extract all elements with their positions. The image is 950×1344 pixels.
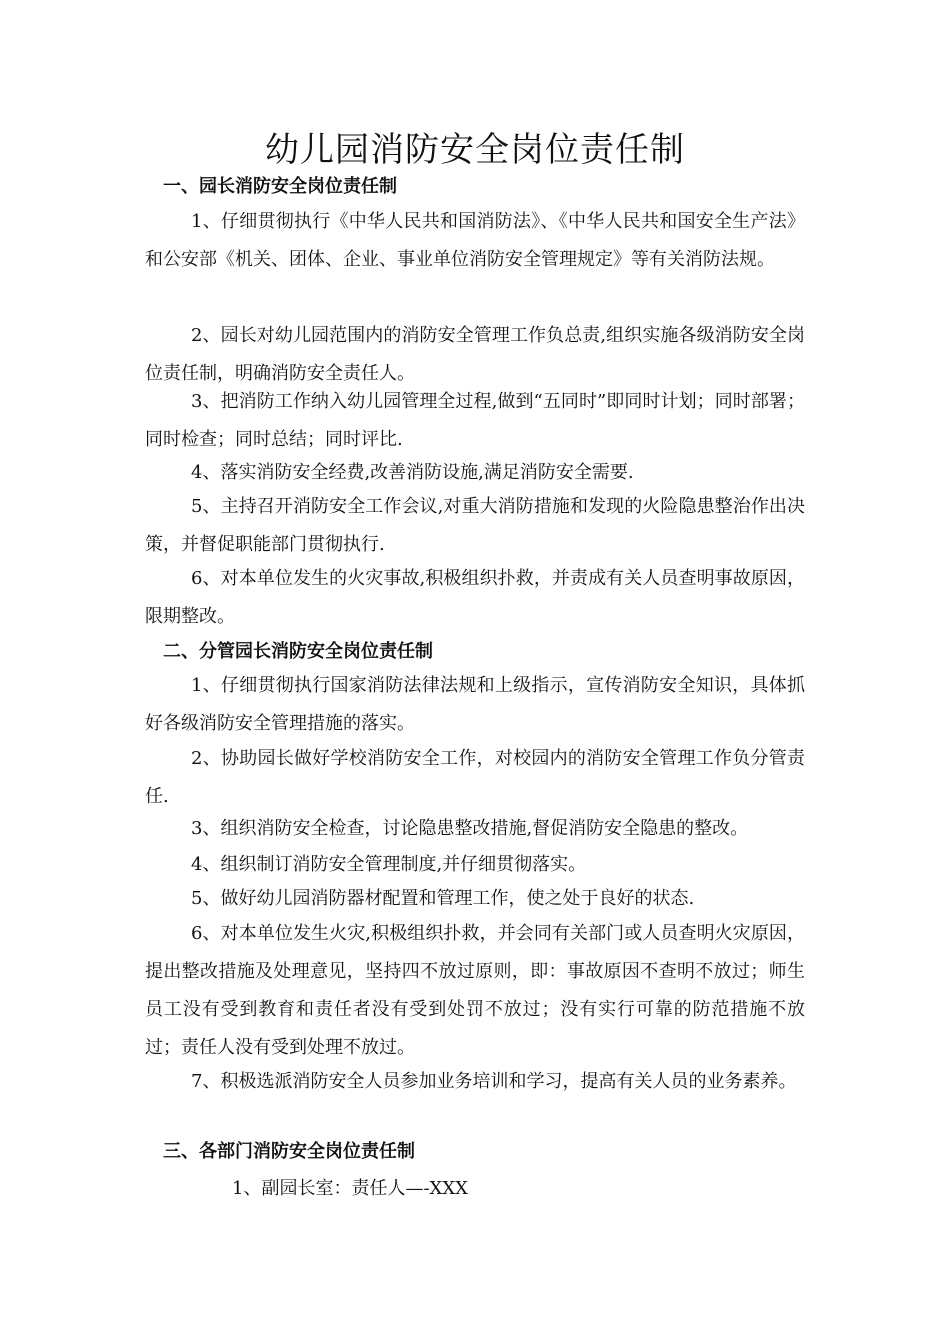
section-heading-1: 一、园长消防安全岗位责任制 (163, 176, 397, 197)
paragraph: 2、园长对幼儿园范围内的消防安全管理工作负总责,组织实施各级消防安全岗位责任制，明确消防安全责任人。 (145, 325, 805, 384)
paragraph: 1、仔细贯彻执行《中华人民共和国消防法》、《中华人民共和国安全生产法》和公安部《机关、团体、企业、事业单位消防安全管理规定》等有关消防法规。 (145, 211, 805, 270)
section-heading-3: 三、各部门消防安全岗位责任制 (163, 1141, 415, 1162)
section-heading-2: 二、分管园长消防安全岗位责任制 (163, 641, 433, 662)
document-title: 幼儿园消防安全岗位责任制 (265, 130, 685, 170)
list-item: 1、副园长室：责任人—-XXX (232, 1178, 468, 1199)
paragraph: 5、做好幼儿园消防器材配置和管理工作，使之处于良好的状态. (191, 888, 695, 909)
paragraph: 6、对本单位发生的火灾事故,积极组织扑救，并责成有关人员查明事故原因，限期整改。 (145, 568, 805, 627)
paragraph: 3、把消防工作纳入幼儿园管理全过程,做到“五同时”即同时计划；同时部署；同时检查；同时总结；同时评比. (145, 391, 805, 450)
paragraph: 2、协助园长做好学校消防安全工作，对校园内的消防安全管理工作负分管责任. (145, 748, 805, 807)
paragraph: 6、对本单位发生火灾,积极组织扑救，并会同有关部门或人员查明火灾原因，提出整改措施及处理意见，坚持四不放过原则，即：事故原因不查明不放过；师生员工没有受到教育和责任者没有受到处罚不放过；没有实行可靠的防范措施不放过；责任人没有受到处理不放过。 (145, 923, 805, 1058)
paragraph: 7、积极选派消防安全人员参加业务培训和学习，提高有关人员的业务素养。 (191, 1071, 797, 1092)
paragraph: 1、仔细贯彻执行国家消防法律法规和上级指示，宣传消防安全知识，具体抓好各级消防安全管理措施的落实。 (145, 675, 805, 734)
paragraph: 3、组织消防安全检查，讨论隐患整改措施,督促消防安全隐患的整改。 (191, 818, 749, 839)
paragraph: 4、落实消防安全经费,改善消防设施,满足消防安全需要. (191, 462, 634, 483)
paragraph: 4、组织制订消防安全管理制度,并仔细贯彻落实。 (191, 854, 587, 875)
paragraph: 5、主持召开消防安全工作会议,对重大消防措施和发现的火险隐患整治作出决策，并督促职能部门贯彻执行. (145, 496, 805, 555)
